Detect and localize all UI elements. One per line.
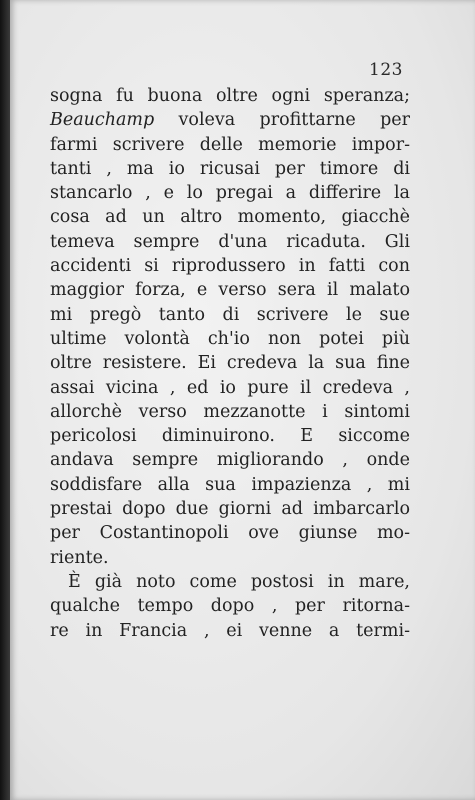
text-line: cosa ad un altro momento, giacchè [50, 207, 410, 228]
text-line: prestai dopo due giorni ad imbarcarlo [50, 499, 410, 520]
text-line: riente. [50, 547, 109, 568]
text-line: sogna fu buona oltre ogni speranza; [50, 86, 410, 106]
text-line: allorchè verso mezzanotte i sintomi [50, 401, 410, 422]
text-line: accidenti si riprodussero in fatti con [50, 256, 410, 277]
text-line: soddisfare alla sua impazienza , mi [50, 474, 410, 495]
text-line: tanti , ma io ricusai per timore di [50, 158, 410, 179]
text-line: temeva sempre d'una ricaduta. Gli [50, 231, 410, 252]
text-line: re in Francia , ei venne a termi- [50, 620, 410, 641]
book-page [10, 0, 475, 800]
text-line: È già noto come postosi in mare, [68, 571, 410, 592]
text-line: andava sempre migliorando , onde [50, 450, 410, 471]
page-number: 123 [369, 60, 403, 80]
text-line: oltre resistere. Ei credeva la sua fine [50, 353, 410, 374]
text-line: Beauchamp voleva profittarne per [50, 110, 410, 131]
text-line: stancarlo , e lo pregai a differire la [50, 183, 410, 204]
text-line: ultime volontà ch'io non potei più [50, 328, 410, 349]
text-line: mi pregò tanto di scrivere le sue [50, 304, 410, 325]
text-line: maggior forza, e verso sera il malato [50, 280, 410, 301]
text-line: assai vicina , ed io pure il credeva , [50, 377, 410, 398]
text-line: qualche tempo dopo , per ritorna- [50, 596, 410, 617]
book-spine-shadow [0, 0, 10, 800]
body-text [50, 84, 410, 643]
italic-name: Beauchamp [50, 110, 155, 131]
text-line: per Costantinopoli ove giunse mo- [50, 523, 410, 544]
text-line: pericolosi diminuirono. E siccome [50, 426, 410, 447]
text-line: farmi scrivere delle memorie impor- [50, 134, 410, 155]
